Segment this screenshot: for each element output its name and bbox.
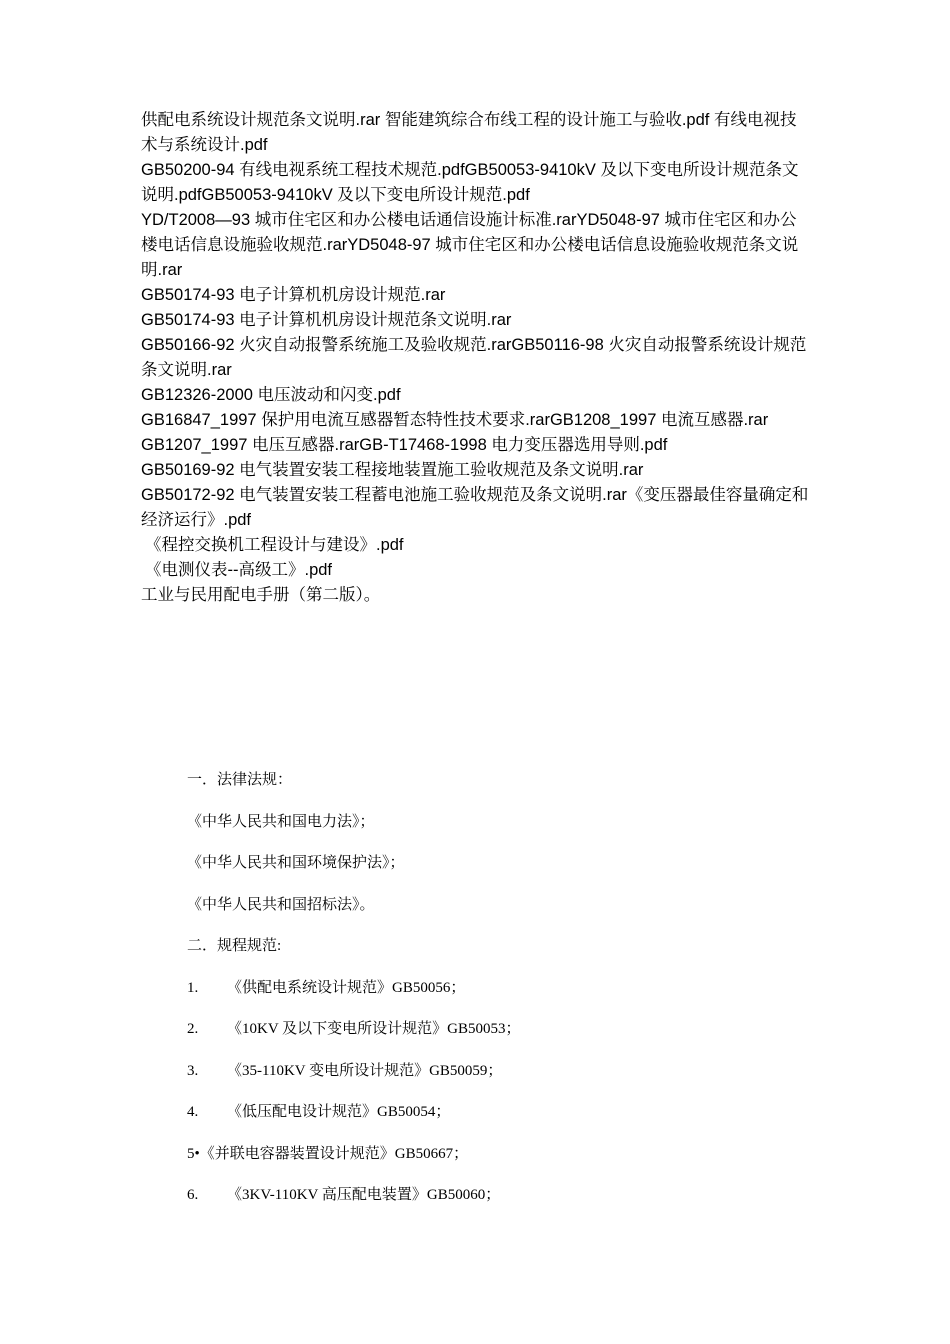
spec-number: 2. [187,1021,199,1037]
spec-item [187,1144,827,1186]
file-list-line: GB16847_1997 保护用电流互感器暂态特性技术要求.rarGB1208_1997 电流互感器.rar [141,411,769,429]
spec-item [187,1019,827,1061]
file-list-line: GB50174-93 电子计算机机房设计规范条文说明.rar [141,311,512,329]
spec-item [187,1061,827,1103]
regulations-section [187,770,827,1227]
spec-text: 《并联电容器装置设计规范》GB50667； [199,1145,469,1162]
file-list-line: GB50200-94 有线电视系统工程技术规范.pdfGB50053-9410kV 及以下变电所设计规范条文说明.pdfGB50053-9410kV 及以下变电所设计规范.pdf [141,161,799,204]
spec-text: 《10KV 及以下变电所设计规范》GB50053； [227,1021,521,1037]
file-list-line: 供配电系统设计规范条文说明.rar 智能建筑综合布线工程的设计施工与验收.pdf 有线电视技术与系统设计.pdf [141,111,797,154]
file-list-line: 《程控交换机工程设计与建设》.pdf [145,536,404,554]
law-item: 《中华人民共和国环境保护法》； [187,855,405,871]
spec-text: 《供配电系统设计规范》GB50056； [227,979,466,996]
file-list-line: 工业与民用配电手册（第二版）。 [141,586,381,604]
file-list-line: GB1207_1997 电压互感器.rarGB-T17468-1998 电力变压器选用导则.pdf [141,436,668,454]
law-item: 《中华人民共和国电力法》； [187,813,375,830]
reference-file-list [141,108,809,608]
spec-text: 《3KV-110KV 高压配电装置》GB50060； [227,1187,501,1203]
law-heading: 一．法律法规： [187,772,293,788]
file-list-line: 《电测仪表--高级工》.pdf [145,561,333,579]
spec-item [187,1102,827,1144]
spec-text: 《35-110KV 变电所设计规范》GB50059； [227,1062,503,1079]
file-list-line: GB50166-92 火灾自动报警系统施工及验收规范.rarGB50116-98 火灾自动报警系统设计规范条文说明.rar [141,336,807,379]
file-list-line: GB50174-93 电子计算机机房设计规范.rar [141,286,446,304]
spec-heading: 二．规程规范: [187,938,282,954]
spec-text: 《低压配电设计规范》GB50054； [227,1104,451,1120]
spec-number: 6. [187,1187,199,1203]
spec-number: 3. [187,1062,199,1079]
spec-number: 4. [187,1104,199,1120]
spec-number: 5• [187,1145,200,1162]
spec-item [187,978,827,1020]
file-list-line: GB50169-92 电气装置安装工程接地装置施工验收规范及条文说明.rar [141,461,644,479]
file-list-line: GB12326-2000 电压波动和闪变.pdf [141,386,401,404]
spec-number: 1. [187,979,199,996]
law-item: 《中华人民共和国招标法》。 [187,896,375,913]
spec-item [187,1185,827,1227]
file-list-line: GB50172-92 电气装置安装工程蓄电池施工验收规范及条文说明.rar《变压器最佳容量确定和经济运行》.pdf [141,486,809,529]
file-list-line: YD/T2008—93 城市住宅区和办公楼电话通信设施计标准.rarYD5048-97 城市住宅区和办公楼电话信息设施验收规范.rarYD5048-97 城市住宅区和办公楼电话信息设施验收规范条文说明.rar [141,211,799,279]
